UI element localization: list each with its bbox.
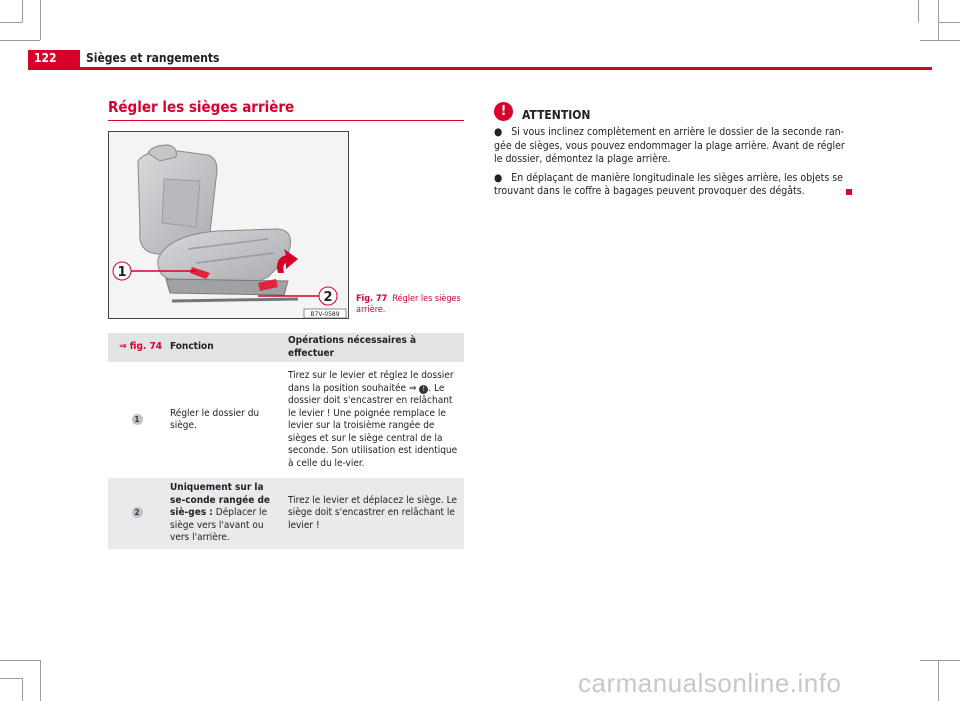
header-rule bbox=[28, 67, 932, 70]
operation-cell bbox=[284, 362, 464, 478]
section-end-marker bbox=[846, 189, 852, 195]
operation-text: Tirez sur le levier et réglez le dossier dans la position souhaitée ⇒ bbox=[288, 370, 454, 394]
header-figure-ref[interactable]: ⇒ fig. 74 bbox=[108, 333, 166, 362]
function-cell bbox=[166, 478, 284, 549]
table-row bbox=[108, 478, 464, 549]
crop-mark bbox=[0, 22, 22, 23]
operation-cell: Tirez le levier et déplacez le siège. Le siège doit s'encastrer en relâchant le levier ! bbox=[284, 478, 464, 549]
attention-item-text: Si vous inclinez complètement en arrière le dossier de la seconde ran-gée de sièges, vous pouvez endommager la plage arrière. Avant de régler le dossier, démontez la plage arrière. bbox=[494, 126, 845, 165]
attention-item bbox=[494, 172, 854, 199]
warning-reference-icon[interactable]: ! bbox=[419, 385, 428, 394]
section-title: Régler les sièges arrière bbox=[108, 98, 295, 116]
crop-mark bbox=[938, 0, 939, 40]
crop-mark bbox=[0, 660, 40, 661]
row-number-cell bbox=[108, 478, 166, 549]
bullet-icon: ● bbox=[494, 171, 503, 184]
attention-item-text: En déplaçant de manière longitudinale les sièges arrière, les objets se trouvant dans le coffre à bagages peuvent provoquer des dégâts. bbox=[494, 171, 843, 197]
crop-mark bbox=[920, 40, 960, 41]
row-number-badge: 1 bbox=[132, 414, 143, 425]
operations-table bbox=[108, 333, 464, 549]
seat-illustration bbox=[108, 131, 349, 319]
function-text: Déplacer le siège vers l'avant ou vers l'arrière. bbox=[170, 507, 268, 543]
crop-mark bbox=[938, 22, 960, 23]
page-number: 122 bbox=[34, 51, 57, 65]
figure-caption-text: Régler les sièges arrière. bbox=[356, 294, 461, 315]
attention-item bbox=[494, 126, 854, 167]
crop-mark bbox=[22, 678, 23, 701]
warning-icon: ! bbox=[494, 102, 513, 121]
callout-1: 1 bbox=[117, 265, 127, 280]
figure-code: B7V-0589 bbox=[310, 311, 340, 318]
figure-caption bbox=[356, 294, 466, 316]
figure-caption-label: Fig. 77 bbox=[356, 294, 388, 304]
header-function: Fonction bbox=[166, 333, 284, 362]
section-rule bbox=[108, 120, 464, 121]
crop-mark bbox=[920, 660, 960, 661]
crop-mark bbox=[40, 660, 41, 701]
callout-2: 2 bbox=[323, 290, 333, 305]
table-header-row bbox=[108, 333, 464, 362]
attention-body bbox=[494, 126, 854, 204]
chapter-title: Sièges et rangements bbox=[86, 51, 220, 65]
operation-text-cont: . Le dossier doit s'encastrer en relâchant le levier ! Une poignée remplace le levier sur la troisième rangée de sièges et sur le siège central de la seconde. Son utilisation est identique à celle du le-vier. bbox=[288, 382, 458, 469]
crop-mark bbox=[22, 0, 23, 22]
function-cell: Régler le dossier du siège. bbox=[170, 407, 260, 431]
attention-title: ATTENTION bbox=[522, 108, 591, 122]
header-operations: Opérations nécessaires à effectuer bbox=[284, 333, 464, 362]
table-row bbox=[108, 362, 464, 478]
function-bold-text: Uniquement sur la se-conde rangée de siè-ges : bbox=[170, 482, 271, 518]
row-number-badge: 2 bbox=[132, 507, 143, 518]
bullet-icon: ● bbox=[494, 126, 503, 138]
crop-mark bbox=[40, 0, 41, 40]
row-number-cell bbox=[108, 362, 166, 478]
crop-mark bbox=[938, 660, 939, 701]
crop-mark bbox=[918, 0, 919, 22]
crop-mark bbox=[0, 40, 40, 41]
crop-mark bbox=[0, 678, 22, 679]
watermark: carmanualsonline.info bbox=[578, 668, 842, 698]
